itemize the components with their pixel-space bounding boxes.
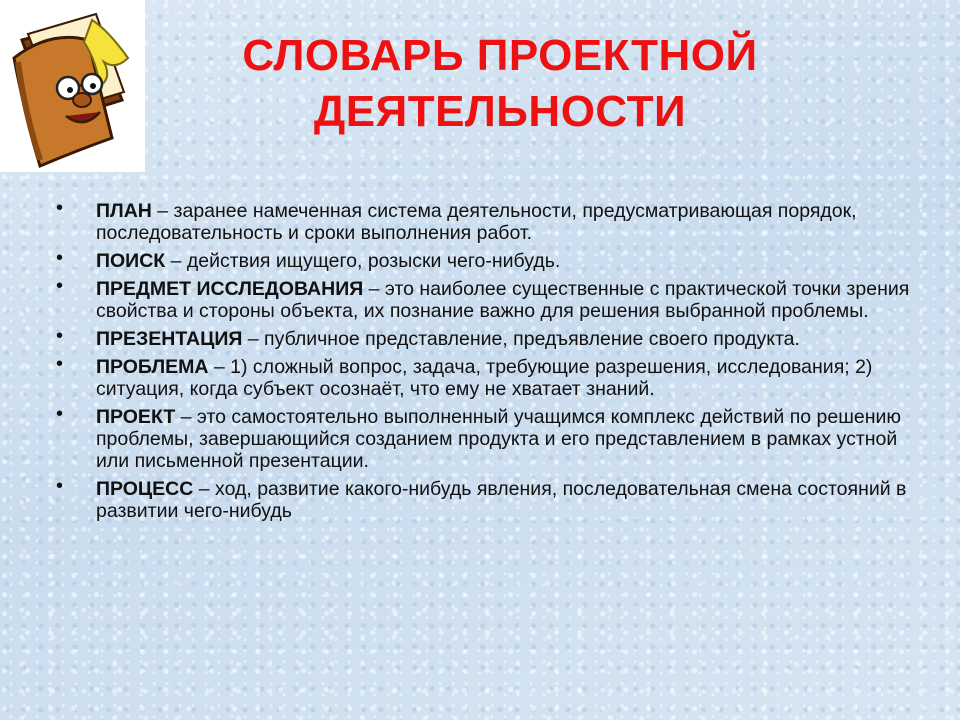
term-definition: – это самостоятельно выполненный учащимся комплекс действий по решению проблемы, завершающийся созданием продукта и его представлением в рамках устной или письменной презентации. [96,406,901,472]
list-item [56,275,916,322]
term-name: ПРОБЛЕМА [96,356,209,378]
list-item [56,475,916,522]
bullet-icon: • [56,403,64,425]
term-definition: – это наиболее существенные с практической точки зрения свойства и стороны объекта, их познание важно для решения выбранной проблемы. [96,278,910,322]
book-character-icon [0,0,145,172]
bullet-icon: • [56,475,64,497]
term-name: ПРОЦЕСС [96,478,194,500]
bullet-icon: • [56,197,64,219]
list-item [56,197,916,244]
term-definition: – ход, развитие какого-нибудь явления, последовательная смена состояний в развитии чего-нибудь [96,478,907,522]
term-definition: – публичное представление, предъявление своего продукта. [242,328,800,350]
list-item [56,247,916,272]
term-name: ПОИСК [96,250,166,272]
term-definition: – заранее намеченная система деятельности, предусматривающая порядок, последовательность и сроки выполнения работ. [96,200,857,244]
mascot-picture [0,0,145,172]
list-item [56,353,916,400]
list-item [56,403,916,472]
page-title [150,28,850,140]
bullet-icon: • [56,353,64,375]
list-item [56,325,916,350]
title-line-1: СЛОВАРЬ ПРОЕКТНОЙ [242,31,758,80]
term-name: ПРЕДМЕТ ИССЛЕДОВАНИЯ [96,278,364,300]
bullet-icon: • [56,247,64,269]
term-name: ПРЕЗЕНТАЦИЯ [96,328,243,350]
term-definition: – 1) сложный вопрос, задача, требующие разрешения, исследования; 2) ситуация, когда субъект осознаёт, что ему не хватает знаний. [96,356,873,400]
terms-list [56,197,916,528]
term-name: ПЛАН [96,200,152,222]
bullet-icon: • [56,275,64,297]
title-line-2: ДЕЯТЕЛЬНОСТИ [313,87,687,136]
term-name: ПРОЕКТ [96,406,176,428]
bullet-icon: • [56,325,64,347]
term-definition: – действия ищущего, розыски чего-нибудь. [165,250,561,272]
